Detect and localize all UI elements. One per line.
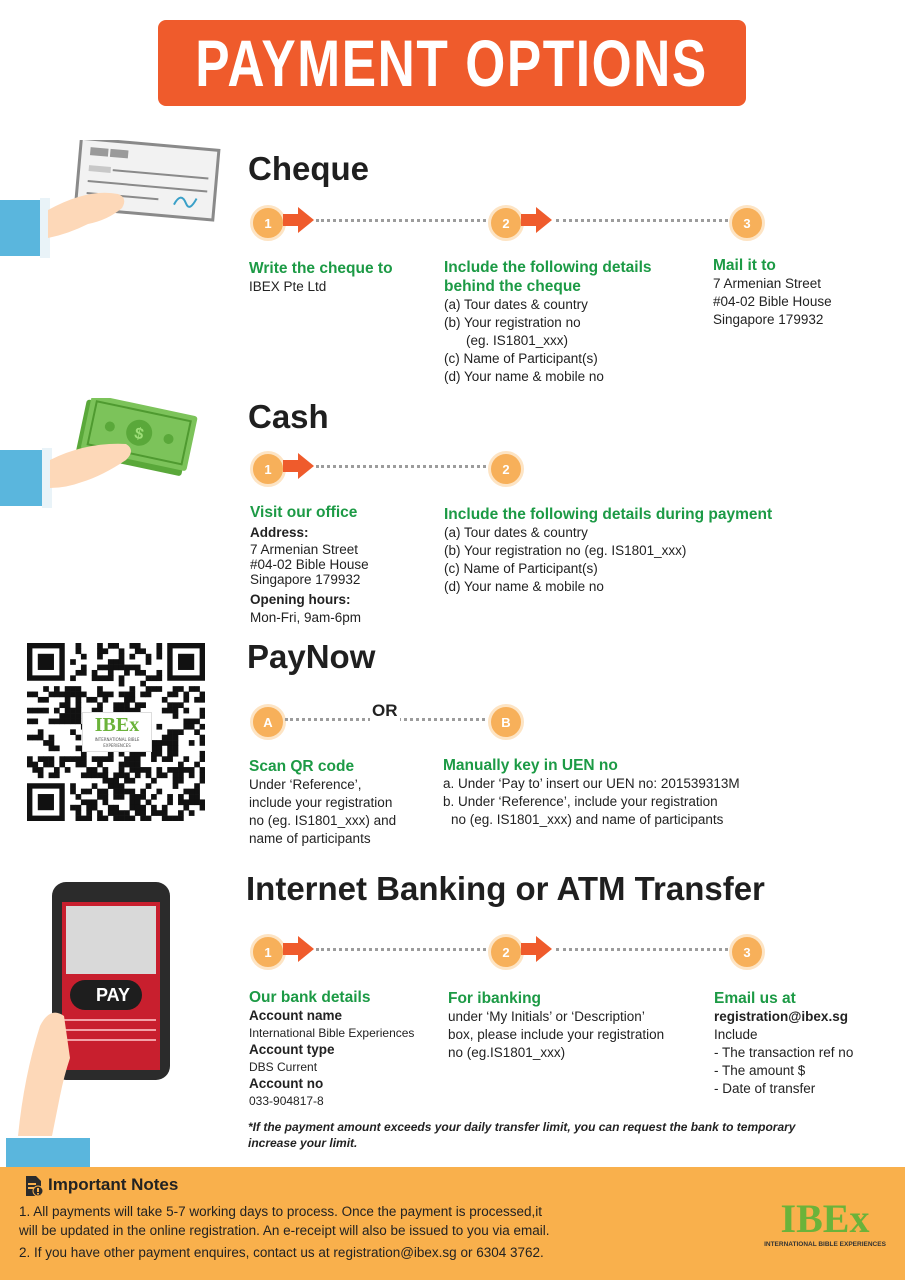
- cash-detail-line: (b) Your registration no (eg. IS1801_xxx): [444, 543, 687, 558]
- mail-address-line: 7 Armenian Street: [713, 276, 822, 291]
- step-arrow-shaft: [283, 943, 299, 955]
- mail-address-line: #04-02 Bible House: [713, 294, 832, 309]
- cheque-step-3: 3: [729, 205, 765, 241]
- note-line: will be updated in the online registration. An e-receipt will also be issued to you via email.: [19, 1223, 550, 1238]
- notes-list: [19, 1202, 550, 1262]
- step-arrow-shaft: [283, 214, 299, 226]
- footnote-line: *If the payment amount exceeds your daily transfer limit, you can request the bank to temporary: [248, 1120, 796, 1134]
- cash-step2-block: [444, 505, 772, 596]
- qr-logo-subtitle: INTERNATIONAL BIBLE EXPERIENCES: [94, 737, 140, 748]
- step-connector: [556, 948, 728, 951]
- note-line: 1. All payments will take 5-7 working days to process. Once the payment is processed,it: [19, 1204, 542, 1219]
- office-address-line: 7 Armenian Street: [250, 542, 359, 557]
- account-name-label: Account name: [249, 1008, 343, 1023]
- opening-hours: Mon-Fri, 9am-6pm: [250, 610, 362, 625]
- banking-step-3: 3: [729, 934, 765, 970]
- email-heading: Email us at: [714, 990, 796, 1007]
- cash-illustration: [0, 398, 200, 513]
- account-name-value: International Bible Experiences: [249, 1026, 415, 1040]
- cash-title: Cash: [248, 398, 329, 435]
- account-type-value: DBS Current: [249, 1060, 318, 1074]
- cash-detail-line: (a) Tour dates & country: [444, 525, 588, 540]
- svg-text:$: $: [132, 424, 145, 444]
- ibanking-heading: For ibanking: [448, 990, 541, 1007]
- email-address: registration@ibex.sg: [714, 1009, 848, 1024]
- email-include-line: Include: [714, 1027, 758, 1042]
- cheque-detail-line: (a) Tour dates & country: [444, 297, 588, 312]
- step-arrow-shaft: [283, 460, 299, 472]
- cheque-detail-line: (c) Name of Participant(s): [444, 351, 598, 366]
- title-banner: [158, 20, 746, 106]
- page-title: PAYMENT OPTIONS: [195, 26, 709, 100]
- account-no-value: 033-904817-8: [249, 1094, 324, 1108]
- cheque-detail-line: (eg. IS1801_xxx): [466, 333, 569, 348]
- cash-step-1: 1: [250, 451, 286, 487]
- cheque-step2-heading: Include the following details: [444, 259, 652, 276]
- cheque-step1-block: [249, 259, 393, 296]
- paynow-a-heading: Scan QR code: [249, 758, 355, 775]
- cheque-detail-line: (d) Your name & mobile no: [444, 369, 604, 384]
- ibanking-block: [448, 989, 664, 1062]
- or-label: OR: [372, 701, 398, 720]
- phone-illustration: [0, 880, 180, 1170]
- cash-detail-line: (c) Name of Participant(s): [444, 561, 598, 576]
- paynow-a-line: Under ‘Reference’,: [249, 777, 362, 792]
- ibex-logo: [760, 1197, 890, 1248]
- transfer-footnote: [248, 1119, 795, 1151]
- paynow-b-line: no (eg. IS1801_xxx) and name of participants: [451, 812, 724, 827]
- office-address-line: Singapore 179932: [250, 572, 361, 587]
- cash-step2-heading: Include the following details during payment: [444, 506, 773, 523]
- step-connector: [316, 465, 486, 468]
- email-block: [714, 989, 853, 1098]
- qr-logo-text: IBEx: [94, 714, 140, 736]
- cheque-step2-block: [444, 258, 652, 386]
- ibanking-line: no (eg.IS1801_xxx): [448, 1045, 566, 1060]
- ibanking-line: under ‘My Initials’ or ‘Description’: [448, 1009, 645, 1024]
- account-no-label: Account no: [249, 1076, 324, 1091]
- ibanking-line: box, please include your registration: [448, 1027, 665, 1042]
- paynow-step-a: A: [250, 704, 286, 740]
- cheque-detail-line: (b) Your registration no: [444, 315, 581, 330]
- step-arrow-shaft: [521, 943, 537, 955]
- mail-address-line: Singapore 179932: [713, 312, 824, 327]
- banking-title: Internet Banking or ATM Transfer: [246, 870, 765, 907]
- important-notes-panel: [0, 1167, 905, 1280]
- paynow-a-line: no (eg. IS1801_xxx) and: [249, 813, 397, 828]
- office-address-line: #04-02 Bible House: [250, 557, 369, 572]
- email-include-line: - The transaction ref no: [714, 1045, 854, 1060]
- ibex-logo-subtitle: INTERNATIONAL BIBLE EXPERIENCES: [764, 1241, 886, 1248]
- notes-title: Important Notes: [48, 1175, 179, 1194]
- step-arrow-head: [298, 453, 314, 479]
- cheque-step-1: 1: [250, 205, 286, 241]
- banking-step-2: 2: [488, 934, 524, 970]
- step-connector: [316, 948, 486, 951]
- cheque-step2-heading-2: behind the cheque: [444, 278, 581, 295]
- cash-step1-heading: Visit our office: [250, 504, 358, 521]
- account-type-label: Account type: [249, 1042, 335, 1057]
- step-arrow-head: [536, 207, 552, 233]
- step-connector: [316, 219, 486, 222]
- email-include-line: - The amount $: [714, 1063, 806, 1078]
- step-arrow-shaft: [521, 214, 537, 226]
- bank-details-block: [249, 988, 414, 1109]
- paynow-a-line: name of participants: [249, 831, 371, 846]
- banking-step-1: 1: [250, 934, 286, 970]
- step-arrow-head: [298, 936, 314, 962]
- address-label: Address:: [250, 525, 309, 540]
- hours-label: Opening hours:: [250, 592, 351, 607]
- cheque-title: Cheque: [248, 150, 370, 187]
- paynow-b-heading: Manually key in UEN no: [443, 757, 618, 774]
- paynow-b-line: b. Under ‘Reference’, include your registration: [443, 794, 718, 809]
- footnote-line: increase your limit.: [248, 1136, 358, 1150]
- cheque-step3-heading: Mail it to: [713, 257, 776, 274]
- paynow-step-b: B: [488, 704, 524, 740]
- document-alert-icon: [23, 1175, 45, 1197]
- note-line: 2. If you have other payment enquires, contact us at registration@ibex.sg or 6304 3762.: [19, 1245, 544, 1260]
- cheque-illustration: [0, 140, 225, 265]
- phone-pay-button: PAY: [95, 985, 131, 1005]
- qr-logo: [82, 712, 152, 752]
- bank-details-heading: Our bank details: [249, 989, 371, 1006]
- cheque-step-2: 2: [488, 205, 524, 241]
- paynow-title: PayNow: [247, 638, 376, 675]
- paynow-b-block: [443, 756, 740, 829]
- step-connector: [556, 219, 728, 222]
- email-include-line: - Date of transfer: [714, 1081, 816, 1096]
- step-arrow-head: [536, 936, 552, 962]
- step-arrow-head: [298, 207, 314, 233]
- paynow-a-block: [249, 757, 396, 848]
- paynow-a-line: include your registration: [249, 795, 393, 810]
- cash-step-2: 2: [488, 451, 524, 487]
- cash-step1-block: [250, 503, 369, 627]
- cheque-step1-heading: Write the cheque to: [249, 260, 393, 277]
- cheque-payee: IBEX Pte Ltd: [249, 279, 327, 294]
- cash-detail-line: (d) Your name & mobile no: [444, 579, 604, 594]
- paynow-b-line: a. Under ‘Pay to’ insert our UEN no: 201539313M: [443, 776, 740, 791]
- ibex-logo-text: IBEx: [780, 1196, 870, 1241]
- cheque-step3-block: [713, 256, 832, 329]
